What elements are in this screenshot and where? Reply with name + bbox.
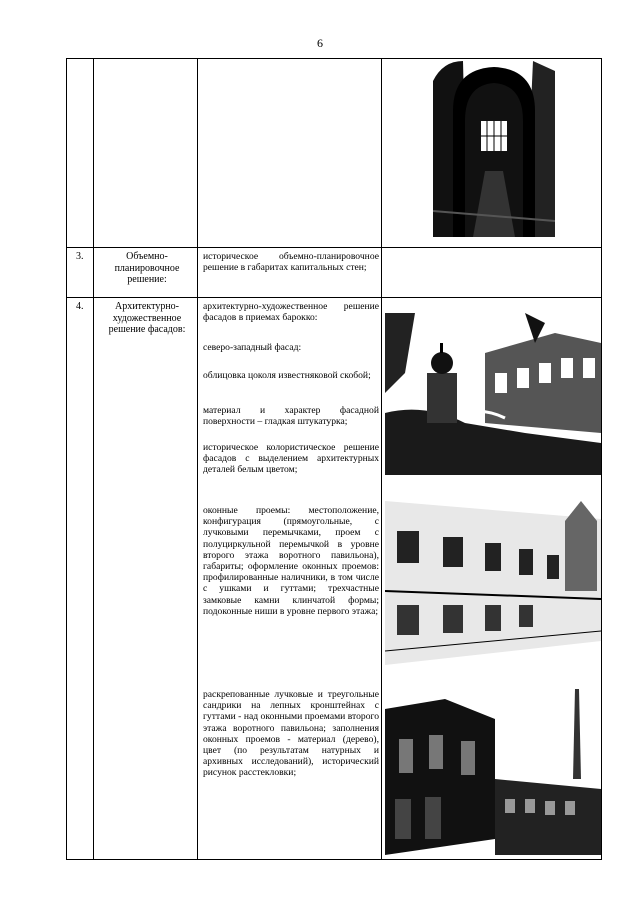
arch-passage-photo xyxy=(433,61,555,237)
row-name: Объемно-планировочное решение: xyxy=(114,251,180,285)
gate-pavilion-photo xyxy=(385,689,601,855)
row-description xyxy=(203,251,379,273)
facade-block xyxy=(203,405,379,427)
heritage-table xyxy=(66,58,602,860)
description-text: облицовка цоколя известняковой скобой; xyxy=(203,370,371,381)
description-text: раскрепованные лучковые и треугольные сандрики на лепных кронштейнах с гуттами - над оконными проемами второго этажа воротного павильона; заполнения оконных проемов - материал (дерево), цвет (по результатам натурных и архивных исследований), исторический рисунок расстекловки; xyxy=(203,689,379,779)
row-name: Архитектурно-художественное решение фасадов: xyxy=(108,301,186,335)
facade-block xyxy=(203,442,379,476)
description-text: северо-западный фасад: xyxy=(203,342,302,353)
page-number: 6 xyxy=(317,36,323,50)
northwest-facade-photo xyxy=(385,313,601,475)
description-text: историческое объемно-планировочное решение в габаритах капитальных стен; xyxy=(203,251,379,274)
description-text: материал и характер фасадной поверхности – гладкая штукатурка; xyxy=(203,405,379,428)
row-divider xyxy=(67,297,601,298)
description-text: оконные проемы: местоположение, конфигурация (прямоугольные, с лучковыми перемычками, проем с полуциркульной перемычкой в уровне второго этажа воротного павильона), габариты; оформление оконных проемов: профилированные наличники, в том числе с ушками и гуттами; трехчастные замковые камни клинчатой формы; подоконные ниши в уровне первого этажа; xyxy=(203,505,379,617)
facade-block xyxy=(203,689,379,779)
facade-block xyxy=(203,370,379,381)
row-divider xyxy=(67,247,601,248)
facade-windows-photo xyxy=(385,501,601,665)
row-number: 3. xyxy=(76,251,84,262)
row-number: 4. xyxy=(76,301,84,312)
description-text: историческое колористическое решение фасадов с выделением архитектурных деталей белым цветом; xyxy=(203,442,379,476)
facade-block xyxy=(203,301,379,323)
column-divider xyxy=(381,59,382,859)
column-divider xyxy=(197,59,198,859)
description-text: архитектурно-художественное решение фасадов в приемах барокко: xyxy=(203,301,379,324)
facade-block xyxy=(203,505,379,617)
facade-block xyxy=(203,342,379,353)
column-divider xyxy=(93,59,94,859)
